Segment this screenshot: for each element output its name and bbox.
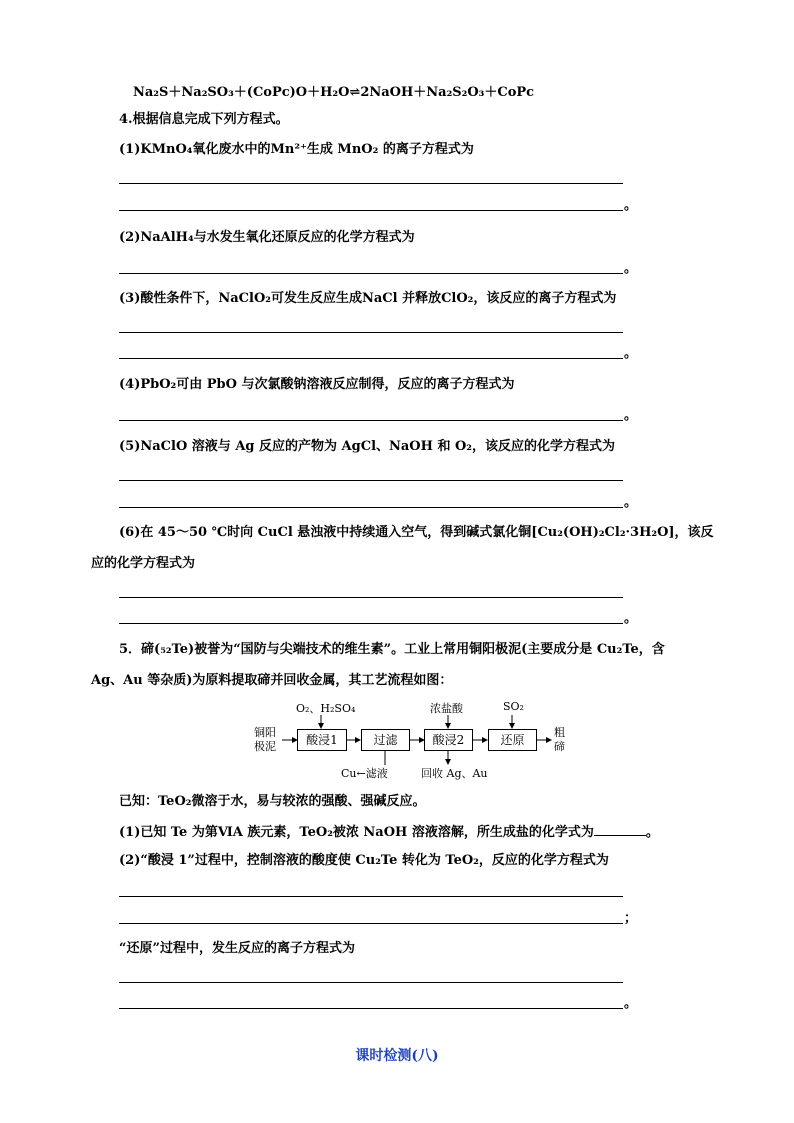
question-4-title: 4.根据信息完成下列方程式。 — [119, 112, 289, 127]
flow-box-filter: 过滤 — [361, 729, 410, 751]
answer-line — [119, 896, 623, 897]
question-4-2: (2)NaAlH₄与水发生氧化还原反应的化学方程式为 — [119, 230, 415, 245]
end-period: 。 — [624, 408, 638, 423]
flow-box-acid-leach-1: 酸浸1 — [297, 729, 347, 751]
question-4-1: (1)KMnO₄氧化废水中的Mn²⁺生成 MnO₂ 的离子方程式为 — [119, 142, 474, 157]
flow-filtrate-label: Cu←滤液 — [341, 767, 388, 780]
known-info: 已知：TeO₂微溶于水，易与较浓的强酸、强碱反应。 — [119, 794, 426, 809]
question-4-4: (4)PbO₂可由 PbO 与次氯酸钠溶液反应制得，反应的离子方程式为 — [119, 377, 515, 392]
flow-recover-label: 回收 Ag、Au — [421, 767, 488, 780]
flow-reagent-1: O₂、H₂SO₄ — [296, 702, 356, 715]
flow-output-line1: 粗 — [554, 726, 565, 739]
reduction-question: “还原”过程中，发生反应的离子方程式为 — [119, 941, 355, 956]
question-5-1-text: (1)已知 Te 为第ⅥA 族元素，TeO₂被浓 NaOH 溶液溶解，所生成盐的化学式为 — [119, 825, 594, 840]
end-period: 。 — [624, 261, 638, 276]
flow-output-line2: 碲 — [554, 740, 565, 753]
equation-top: Na₂S＋Na₂SO₃＋(CoPc)O＋H₂O⇌2NaOH＋Na₂S₂O₃＋CoPc — [133, 85, 535, 100]
flow-input-line2: 极泥 — [254, 740, 276, 753]
question-4-5: (5)NaClO 溶液与 Ag 反应的产物为 AgCl、NaOH 和 O₂，该反应的化学方程式为 — [119, 439, 615, 454]
flow-box-acid-leach-2: 酸浸2 — [424, 729, 473, 751]
fill-blank — [594, 823, 646, 836]
flow-output-label — [554, 726, 565, 754]
end-period: 。 — [624, 346, 638, 361]
flow-input-line1: 铜阳 — [254, 726, 276, 739]
flow-input-label — [254, 726, 276, 754]
answer-line — [119, 1008, 623, 1009]
question-5-1 — [119, 823, 659, 841]
question-4-6-line1: (6)在 45～50 ℃时向 CuCl 悬浊液中持续通入空气，得到碱式氯化铜[Cu₂(OH)₂Cl₂·3H₂O]，该反 — [119, 525, 714, 540]
question-4-3: (3)酸性条件下，NaClO₂可发生反应生成NaCl 并释放ClO₂，该反应的离子方程式为 — [119, 291, 617, 306]
flow-reagent-3: SO₂ — [503, 700, 524, 713]
answer-line — [119, 982, 623, 983]
end-semicolon: ； — [624, 911, 638, 926]
end-period: 。 — [624, 611, 638, 626]
flow-box-reduce: 还原 — [488, 729, 537, 751]
question-5-line2: Ag、Au 等杂质)为原料提取碲并回收金属，其工艺流程如图： — [91, 673, 453, 688]
question-5-1-end: 。 — [645, 825, 659, 840]
question-5-2: (2)“酸浸 1”过程中，控制溶液的酸度使 Cu₂Te 转化为 TeO₂，反应的化学方程式为 — [119, 853, 609, 868]
end-period: 。 — [624, 996, 638, 1011]
question-5-line1: 5．碲(₅₂Te)被誉为“国防与尖端技术的维生素”。工业上常用铜阳极泥(主要成分是 Cu₂Te，含 — [119, 642, 665, 657]
question-4-6-line2: 应的化学方程式为 — [91, 556, 196, 571]
answer-line — [119, 923, 623, 924]
end-period: 。 — [624, 198, 638, 213]
footer-title: 课时检测(八) — [355, 1048, 439, 1064]
end-period: 。 — [624, 495, 638, 510]
flow-reagent-2: 浓盐酸 — [430, 702, 463, 715]
